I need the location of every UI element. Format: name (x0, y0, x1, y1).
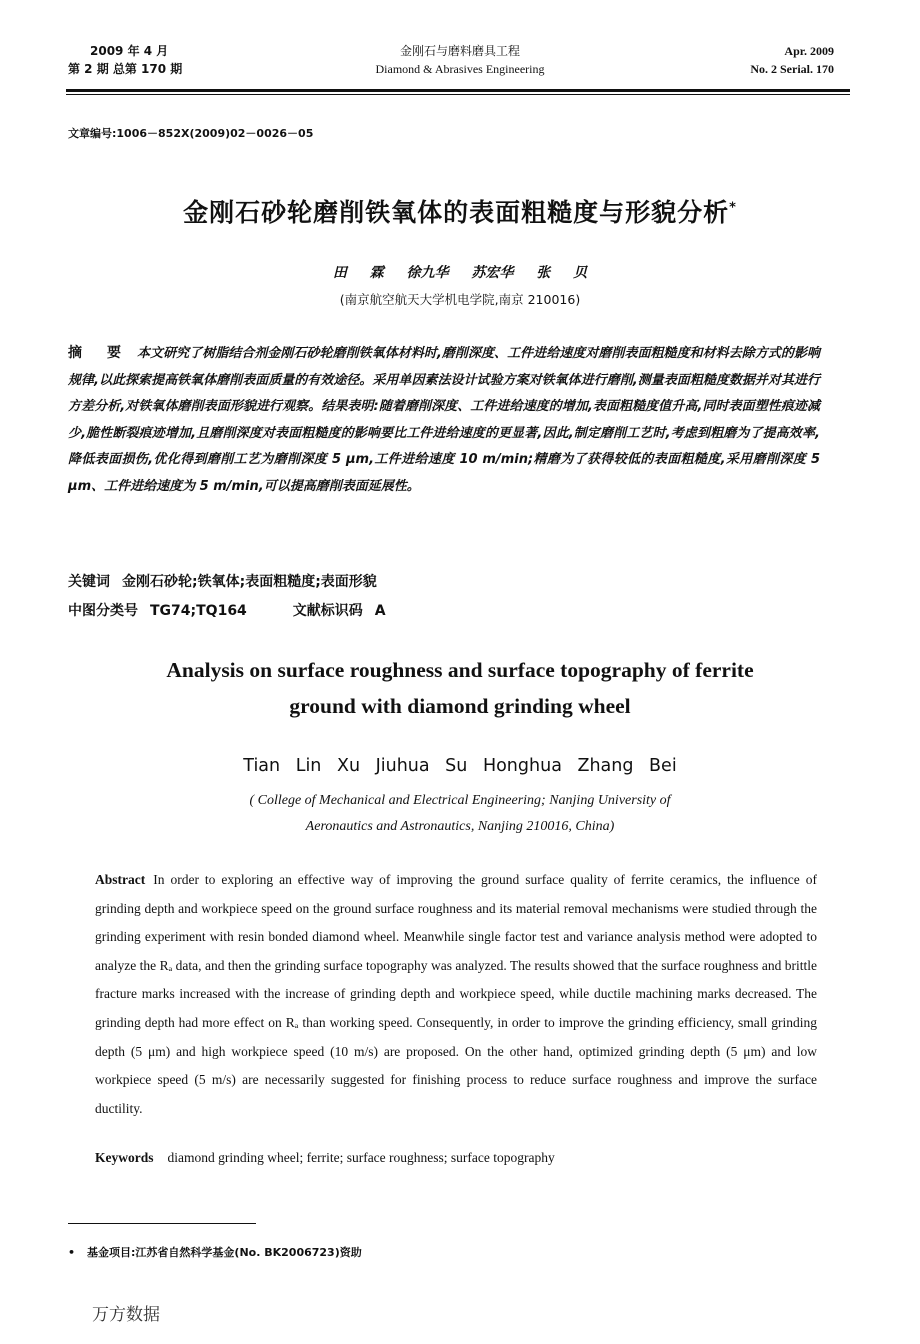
abstract-cn-label: 摘 要 (68, 345, 131, 361)
paper-title-en-line1: Analysis on surface roughness and surface topography of ferrite (166, 658, 754, 682)
source-watermark: 万方数据 (92, 1305, 160, 1325)
abstract-en-label: Abstract (95, 872, 146, 887)
journal-name-cn: 金刚石与磨料磨具工程 (399, 44, 520, 58)
header-issue-info (68, 42, 182, 78)
affiliation-cn: (南京航空航天大学机电学院,南京 210016) (339, 292, 581, 307)
header-rule-thin (66, 94, 850, 95)
header-rule-thick (66, 89, 850, 92)
keywords-cn-label: 关键词 (68, 574, 110, 590)
header-serial-en: No. 2 Serial. 170 (750, 62, 834, 76)
keywords-en (95, 1150, 555, 1166)
doc-code-label: 文献标识码 (292, 603, 363, 619)
keywords-cn (68, 571, 377, 591)
paper-title-en (100, 652, 820, 724)
header-date-cn: 2009 年 4 月 (90, 44, 169, 58)
abstract-en (95, 866, 817, 1123)
classification-line (68, 600, 386, 620)
clc-value: TG74;TQ164 (150, 603, 247, 619)
header-date-en: Apr. 2009 (784, 44, 834, 58)
header-issue-en (750, 42, 834, 78)
journal-name-en: Diamond & Abrasives Engineering (375, 62, 545, 76)
abstract-cn-text: 本文研究了树脂结合剂金刚石砂轮磨削铁氧体材料时,磨削深度、工件进给速度对磨削表面粗糙度和材料去除方式的影响规律,以此探索提高铁氧体磨削表面质量的有效途径。采用单因素法设计试验方案对铁氧体进行磨削,测量表面粗糙度数据并对其进行方差分析,对铁氧体磨削表面形貌进行观察。结果表明:随着磨削深度、工件进给速度的增加,表面粗糙度值升高,同时表面塑性痕迹减少,脆性断裂痕迹增加,且磨削深度对表面粗糙度的影响要比工件进给速度的更显著,因此,制定磨削工艺时,考虑到粗磨为了提高效率,降低表面损伤,优化得到磨削工艺为磨削深度 5 μm,工件进给速度 10 m/min;精磨为了获得较低的表面粗糙度,采用磨削深度 5 μm、工件进给速度为 5 m/min,可以提高磨削表面延展性。 (68, 346, 820, 494)
paper-title-cn-text: 金刚石砂轮磨削铁氧体的表面粗糙度与形貌分析 (183, 198, 730, 227)
footnote-bullet: • (68, 1246, 76, 1259)
funding-footnote (68, 1244, 362, 1260)
keywords-en-text: diamond grinding wheel; ferrite; surface roughness; surface topography (167, 1150, 555, 1165)
clc-label: 中图分类号 (68, 603, 138, 619)
abstract-en-text: In order to exploring an effective way of improving the ground surface quality of ferrite ceramics, the influence of grinding depth and workpiece speed on the ground surface roughness and its material removal mechanisms were studied through the grinding experiment with resin bonded diamond wheel. Meanwhile single factor test and variance analysis method were adopted to analyze the Rₐ data, and then the grinding surface topography was analyzed. The results showed that the surface roughness and brittle fracture marks increased with the increase of grinding depth and workpiece speed, while ductile machining marks decreased. The grinding depth had more effect on Rₐ than working speed. Consequently, in order to improve the grinding efficiency, small grinding depth (5 μm) and high workpiece speed (10 m/s) are proposed. On the other hand, optimized grinding depth (5 μm) and low workpiece speed (5 m/s) are necessarily suggested for finishing process to reduce surface roughness and improve the surface ductility. (95, 872, 817, 1116)
keywords-en-label: Keywords (95, 1150, 154, 1165)
paper-title-en-line2: ground with diamond grinding wheel (289, 694, 631, 718)
authors-en: Tian Lin Xu Jiuhua Su Honghua Zhang Bei (243, 756, 677, 776)
affiliation-en-line1: ( College of Mechanical and Electrical Engineering; Nanjing University of (249, 793, 671, 808)
affiliation-en-line2: Aeronautics and Astronautics, Nanjing 210016, China) (305, 819, 615, 834)
doc-code-value: A (374, 603, 386, 619)
abstract-cn (68, 340, 820, 500)
footnote-rule (68, 1223, 256, 1224)
header-issue-cn: 第 2 期 总第 170 期 (68, 62, 183, 76)
authors-cn: 田 霖 徐九华 苏宏华 张 贝 (332, 265, 588, 281)
keywords-cn-text: 金刚石砂轮;铁氧体;表面粗糙度;表面形貌 (122, 574, 377, 590)
footnote-text: 基金项目:江苏省自然科学基金(No. BK2006723)资助 (87, 1246, 362, 1259)
affiliation-en (150, 788, 770, 840)
article-number: 文章编号:1006－852X(2009)02－0026－05 (68, 127, 314, 140)
header-journal-name (330, 42, 590, 78)
paper-title-cn (0, 193, 920, 229)
title-footnote-mark: * (729, 200, 737, 216)
